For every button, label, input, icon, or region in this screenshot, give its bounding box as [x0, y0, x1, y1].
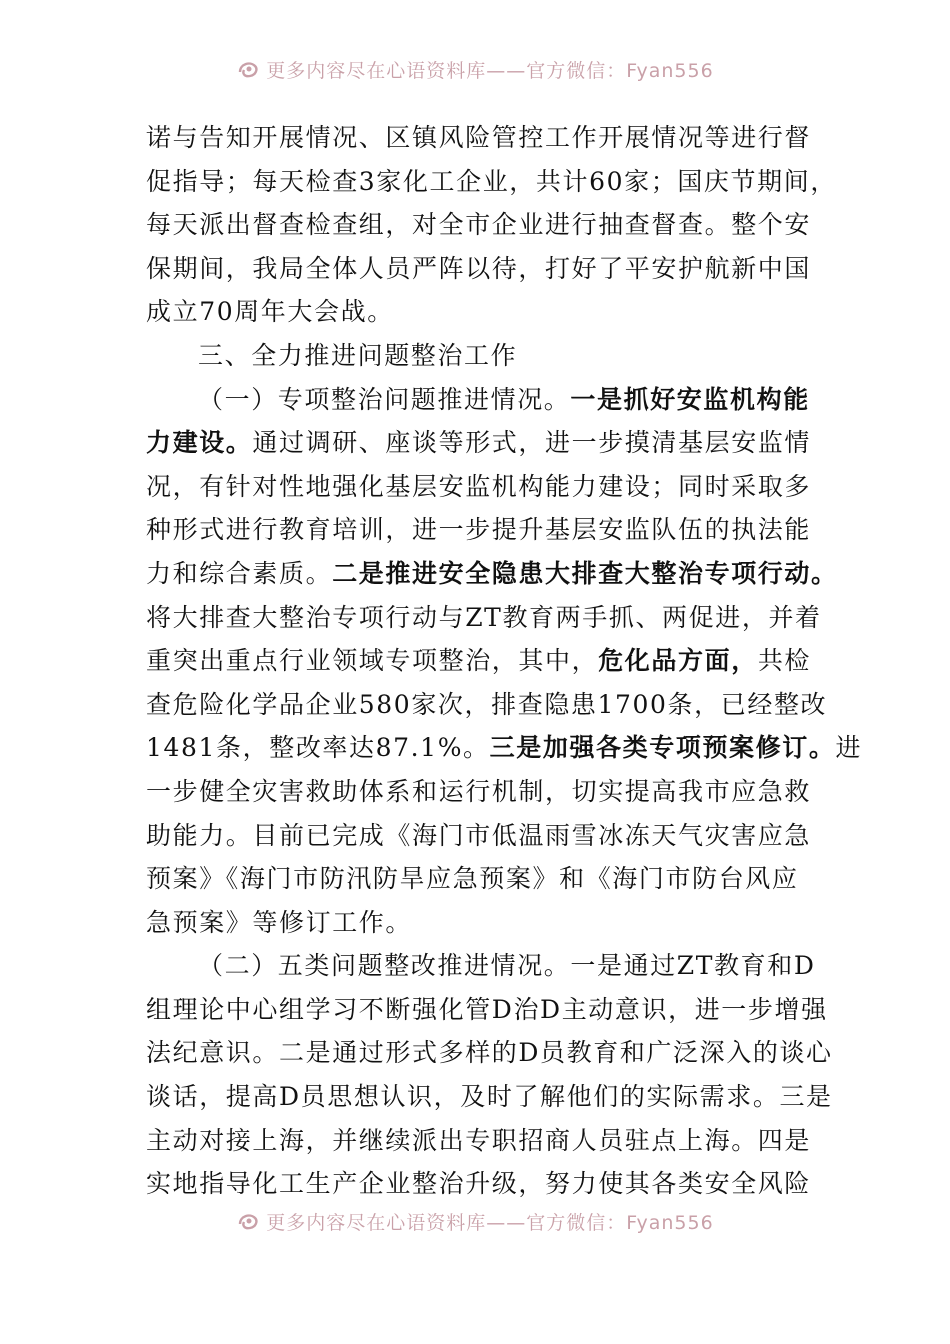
- text-span: 通过调研、座谈等形式，进一步摸清基层安监情: [252, 428, 812, 458]
- text-line: [146, 465, 810, 509]
- text-line: [146, 290, 810, 334]
- text-span: 促指导；每天检查3家化工企业，共计60家；国庆节期间，: [146, 166, 837, 196]
- text-line: [146, 814, 810, 858]
- bold-text-span: 危化品方面，: [598, 646, 758, 676]
- text-line: [146, 596, 822, 640]
- text-line: [146, 1075, 833, 1119]
- text-line: [146, 988, 828, 1032]
- watermark-logo-icon: [236, 58, 260, 80]
- text-span: 共检: [757, 646, 812, 676]
- text-span: 每天派出督查检查组，对全市企业进行抽查督查。整个安: [146, 210, 812, 240]
- text-line: [146, 726, 863, 770]
- text-span: 成立70周年大会战。: [146, 297, 394, 327]
- text-span: 急预案》等修订工作。: [146, 907, 413, 937]
- text-span: 将大排查大整治专项行动与ZT教育两手抓、两促进，并着: [146, 602, 822, 632]
- watermark-text: 更多内容尽在心语资料库——官方微信：Fyan556: [266, 1211, 714, 1234]
- text-span: 重突出重点行业领域专项整治，其中，: [146, 646, 599, 676]
- bold-text-span: 二是推进安全隐患大排查大整治专项行动。: [332, 558, 838, 588]
- text-span: 三、全力推进问题整治工作: [198, 340, 518, 370]
- text-line: [146, 770, 810, 814]
- paragraph-start-line: [146, 944, 816, 988]
- text-span: 预案》《海门市防汛防旱应急预案》和《海门市防台风应: [146, 864, 799, 894]
- text-line: [146, 857, 810, 901]
- text-span: 组理论中心组学习不断强化管D治D主动意识，进一步增强: [146, 994, 828, 1024]
- text-span: 一步健全灾害救助体系和运行机制，切实提高我市应急救: [146, 776, 812, 806]
- text-line: [146, 683, 828, 727]
- text-line: [146, 203, 810, 247]
- text-span: 进: [835, 733, 863, 763]
- text-line: [146, 116, 810, 160]
- text-span: 法纪意识。二是通过形式多样的D员教育和广泛深入的谈心: [146, 1038, 833, 1068]
- text-span: 1481条，整改率达87.1%。: [146, 733, 490, 763]
- text-line: [146, 1119, 810, 1163]
- text-span: 保期间，我局全体人员严阵以待，打好了平安护航新中国: [146, 253, 812, 283]
- bold-text-span: 三是加强各类专项预案修订。: [489, 733, 836, 763]
- paragraph-start-line: [146, 378, 810, 422]
- text-span: （二）五类问题整改推进情况。一是通过ZT教育和D: [198, 951, 816, 981]
- text-span: （一）专项整治问题推进情况。: [198, 384, 571, 414]
- text-span: 况，有针对性地强化基层安监机构能力建设；同时采取多: [146, 471, 812, 501]
- document-body: [146, 116, 863, 1206]
- text-line: [146, 421, 810, 465]
- text-line: [146, 160, 837, 204]
- text-span: 主动对接上海，并继续派出专职招商人员驻点上海。四是: [146, 1125, 812, 1155]
- text-line: [146, 247, 810, 291]
- text-span: 实地指导化工生产企业整治升级，努力使其各类安全风险: [146, 1169, 812, 1199]
- watermark-logo-icon: [236, 1210, 260, 1232]
- text-line: [146, 1162, 810, 1206]
- text-span: 助能力。目前已完成《海门市低温雨雪冰冻天气灾害应急: [146, 820, 812, 850]
- bold-text-span: 一是抓好安监机构能: [570, 384, 810, 414]
- bold-text-span: 力建设。: [146, 428, 253, 458]
- text-span: 查危险化学品企业580家次，排查隐患1700条，已经整改: [146, 689, 828, 719]
- text-line: [146, 552, 838, 596]
- watermark-footer: [0, 1206, 950, 1236]
- text-span: 种形式进行教育培训，进一步提升基层安监队伍的执法能: [146, 515, 812, 545]
- text-span: 诺与告知开展情况、区镇风险管控工作开展情况等进行督: [146, 123, 812, 152]
- text-line: [146, 901, 810, 945]
- watermark-header: [0, 54, 950, 84]
- text-span: 力和综合素质。: [146, 558, 333, 588]
- watermark-text: 更多内容尽在心语资料库——官方微信：Fyan556: [266, 59, 714, 82]
- text-line: [146, 1031, 833, 1075]
- text-span: 谈话，提高D员思想认识，及时了解他们的实际需求。三是: [146, 1082, 833, 1112]
- text-line: [146, 508, 810, 552]
- section-heading: [146, 334, 810, 378]
- text-line: [146, 639, 810, 683]
